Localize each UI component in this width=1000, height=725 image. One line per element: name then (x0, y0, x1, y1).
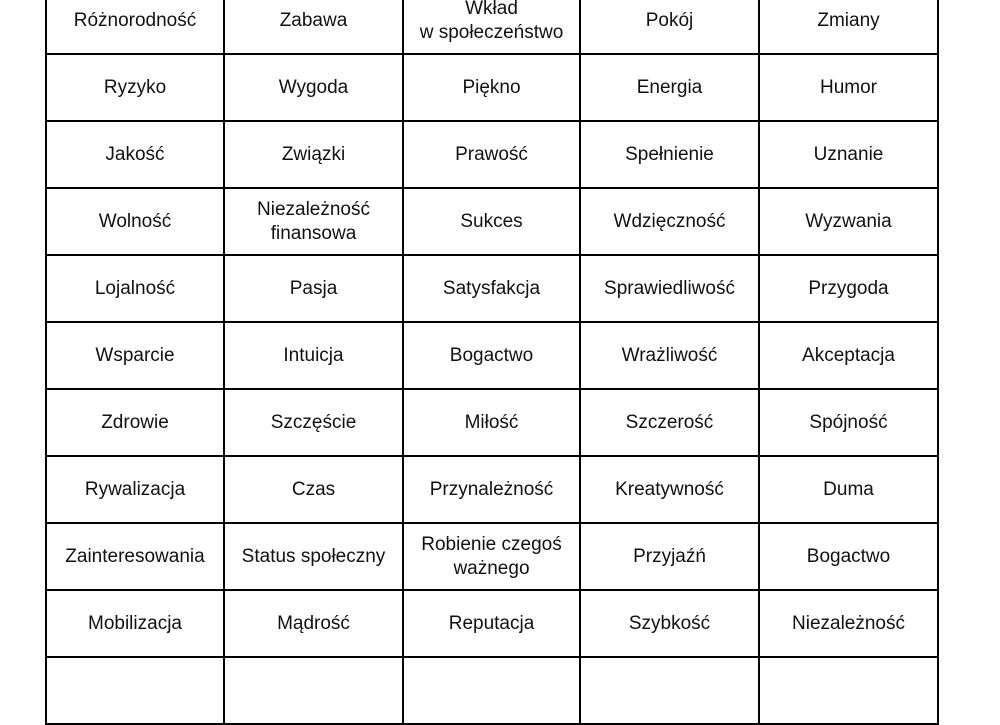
table-cell (581, 390, 760, 457)
cell-label: Humor (819, 76, 877, 98)
table-cell (760, 55, 939, 122)
cell-label: Pokój (645, 9, 694, 31)
table-cell (760, 323, 939, 390)
table-cell (581, 0, 760, 55)
cell-label: Spełnienie (625, 143, 714, 165)
table-cell (581, 189, 760, 256)
cell-label: Wsparcie (95, 344, 175, 366)
table-cell (225, 524, 404, 591)
table-cell (404, 189, 581, 256)
table-row (47, 591, 939, 658)
table-cell (581, 323, 760, 390)
cell-label: Akceptacja (802, 344, 895, 366)
cell-label: Szybkość (628, 612, 711, 634)
table-cell (581, 256, 760, 323)
cell-label: Pasja (289, 277, 338, 299)
table-cell (760, 122, 939, 189)
cell-label: Przynależność (429, 478, 554, 500)
cell-label: Satysfakcja (442, 277, 541, 299)
table-row (47, 0, 939, 55)
table-cell (47, 658, 225, 725)
cell-label: Jakość (105, 143, 165, 165)
table-cell (581, 457, 760, 524)
values-table (45, 0, 939, 725)
cell-label: Szczęście (270, 411, 357, 433)
table-cell (760, 591, 939, 658)
table-cell (404, 390, 581, 457)
cell-label: Sukces (460, 210, 523, 232)
table-cell (404, 122, 581, 189)
cell-label: Bogactwo (449, 344, 534, 366)
table-cell (225, 189, 404, 256)
table-row (47, 122, 939, 189)
table-cell (47, 0, 225, 55)
cell-label: Wdzięczność (613, 210, 726, 232)
table-cell (760, 524, 939, 591)
cell-label: Reputacja (448, 612, 535, 634)
table-cell (760, 457, 939, 524)
cell-label: Wygoda (278, 76, 349, 98)
cell-label: Robienie czegoś ważnego (421, 533, 562, 579)
cell-label: Zabawa (279, 9, 348, 31)
table-cell (404, 256, 581, 323)
table-cell (47, 122, 225, 189)
table-cell (225, 658, 404, 725)
cell-label: Niezależność (792, 612, 905, 634)
table-cell (47, 390, 225, 457)
cell-label: Status społeczny (241, 545, 386, 567)
cell-label: Miłość (464, 411, 519, 433)
table-cell (404, 591, 581, 658)
cell-label: Wyzwania (805, 210, 892, 232)
cell-label: Prawość (455, 143, 528, 165)
cell-label: Ryzyko (103, 76, 167, 98)
cell-label: Energia (636, 76, 703, 98)
cell-label: Niezależność finansowa (257, 198, 370, 244)
table-cell (404, 457, 581, 524)
cell-label: Przyjaźń (633, 545, 706, 567)
table-cell (47, 256, 225, 323)
cell-label: Bogactwo (806, 545, 891, 567)
table-row (47, 457, 939, 524)
table-row (47, 55, 939, 122)
table-row (47, 323, 939, 390)
table-cell (47, 323, 225, 390)
cell-label: Wolność (98, 210, 172, 232)
table-cell (760, 189, 939, 256)
table-row (47, 256, 939, 323)
cell-label: Mądrość (277, 612, 350, 634)
cell-label: Zainteresowania (65, 545, 205, 567)
cell-label: Wrażliwość (621, 344, 718, 366)
cell-label: Rywalizacja (84, 478, 186, 500)
table-cell (760, 390, 939, 457)
table-cell (581, 591, 760, 658)
table-cell (225, 457, 404, 524)
table-row (47, 524, 939, 591)
table-cell (581, 122, 760, 189)
cell-label: Sprawiedliwość (604, 277, 735, 299)
cell-label: Kreatywność (615, 478, 724, 500)
table-cell (225, 390, 404, 457)
table-cell (581, 524, 760, 591)
cell-label: Spójność (809, 411, 888, 433)
cell-label: Lojalność (94, 277, 176, 299)
cell-label: Zmiany (817, 9, 880, 31)
table-cell (47, 189, 225, 256)
cell-label: Uznanie (813, 143, 884, 165)
cell-label: Przygoda (808, 277, 889, 299)
table-cell (581, 55, 760, 122)
table-cell (404, 0, 581, 55)
cell-label: Zdrowie (101, 411, 169, 433)
table-row (47, 390, 939, 457)
table-cell (47, 524, 225, 591)
table-cell (47, 55, 225, 122)
table-cell (225, 591, 404, 658)
cell-label: Mobilizacja (88, 612, 182, 634)
cell-label: Wkład w społeczeństwo (419, 0, 564, 43)
table-cell (225, 122, 404, 189)
cell-label: Szczerość (625, 411, 714, 433)
cell-label: Czas (291, 478, 336, 500)
table-cell (404, 658, 581, 725)
table-cell (760, 658, 939, 725)
table-row (47, 189, 939, 256)
table-cell (404, 323, 581, 390)
cell-label: Duma (823, 478, 874, 500)
table-cell (47, 457, 225, 524)
table-cell (760, 256, 939, 323)
table-cell (760, 0, 939, 55)
table-cell (404, 55, 581, 122)
table-cell (225, 256, 404, 323)
cell-label: Intuicja (283, 344, 344, 366)
table-cell (581, 658, 760, 725)
table-cell (225, 323, 404, 390)
table-cell (225, 55, 404, 122)
table-cell (225, 0, 404, 55)
table-cell (47, 591, 225, 658)
cell-label: Różnorodność (73, 9, 197, 31)
cell-label: Związki (281, 143, 346, 165)
table-row (47, 658, 939, 725)
table-cell (404, 524, 581, 591)
cell-label: Piękno (462, 76, 521, 98)
